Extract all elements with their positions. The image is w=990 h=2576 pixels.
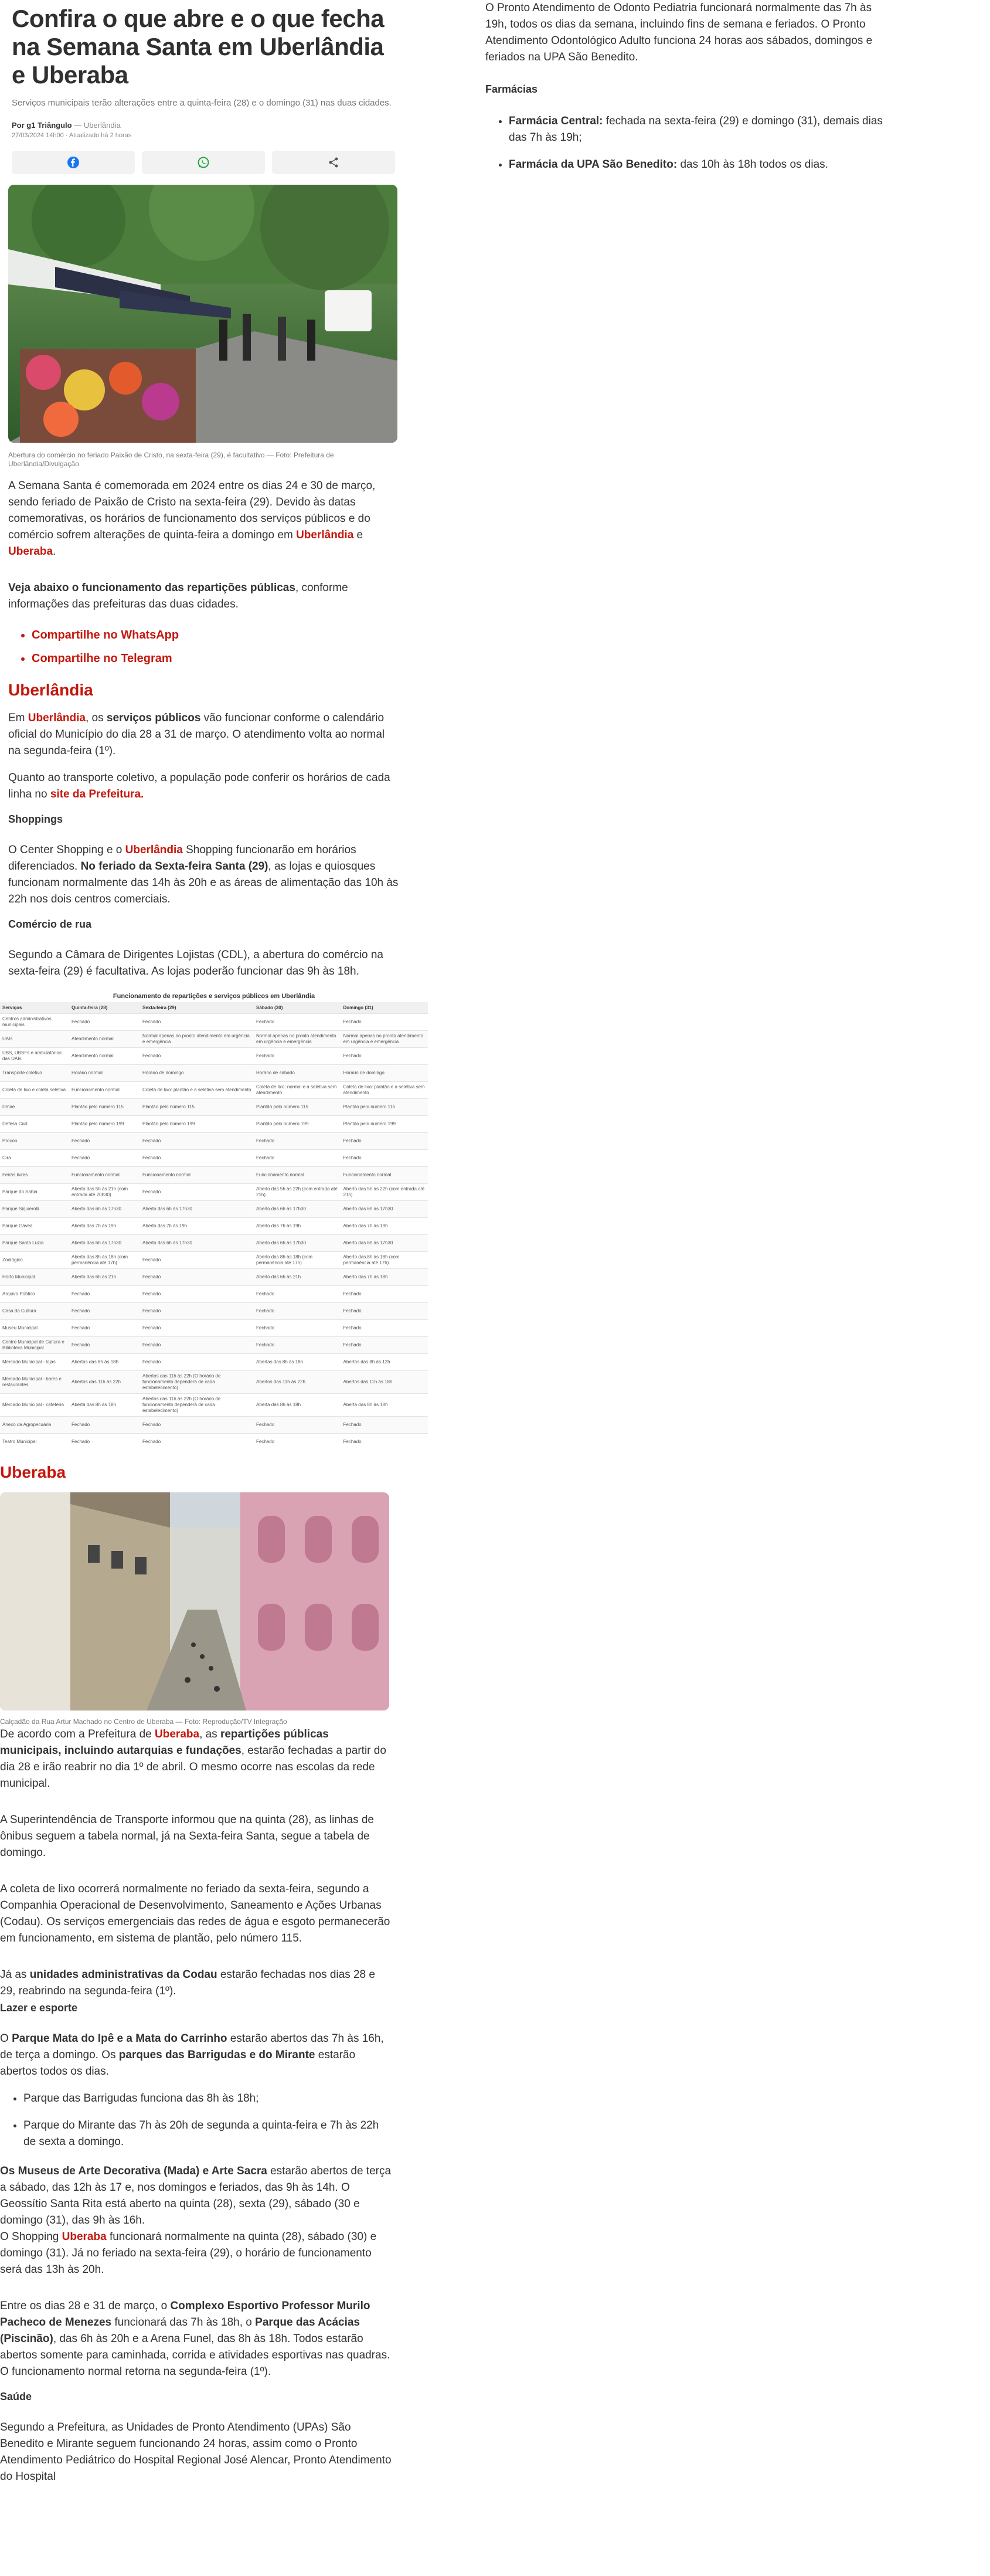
table-cell: Aberto das 6h às 21h	[254, 1269, 341, 1286]
list-item: • Farmácia da UPA São Benedito: das 10h às 18h todos os dias.	[509, 157, 896, 173]
table-cell: Fechado	[140, 1286, 254, 1303]
byline	[12, 121, 400, 130]
table-cell: Abertos das 11h às 18h	[341, 1371, 428, 1394]
table-row	[0, 1167, 428, 1184]
table-cell: Parque do Sabiá	[0, 1184, 69, 1201]
table-cell: Plantão pelo número 115	[140, 1099, 254, 1116]
table-row	[0, 1434, 428, 1451]
table-row	[0, 1286, 428, 1303]
table-cell: Abertas das 8h às 12h	[341, 1354, 428, 1371]
table-cell: Parque Gávea	[0, 1218, 69, 1235]
table-cell: Abertos das 11h às 22h (O horário de funcionamento dependerá de cada estabelecimento)	[140, 1394, 254, 1417]
table-cell: Mercado Municipal - bares e restaurantes	[0, 1371, 69, 1394]
table-cell: Fechado	[254, 1434, 341, 1451]
table-row	[0, 1337, 428, 1354]
table-row	[0, 1252, 428, 1269]
heading-uberlandia: Uberlândia	[8, 681, 93, 699]
table-cell: Aberto das 7h às 19h	[341, 1218, 428, 1235]
table-cell: Funcionamento normal	[69, 1167, 140, 1184]
table-cell: Fechado	[140, 1303, 254, 1320]
dateline: 27/03/2024 14h00 · Atualizado há 2 horas	[12, 132, 132, 139]
table-cell: Plantão pelo número 115	[69, 1099, 140, 1116]
table-cell: Fechado	[69, 1320, 140, 1337]
table-header: Sábado (30)	[254, 1002, 341, 1014]
table-row	[0, 1417, 428, 1434]
heading-farmacias: Farmácias	[485, 83, 538, 95]
table-cell: Fechado	[254, 1303, 341, 1320]
table-cell: Fechado	[254, 1286, 341, 1303]
table-cell: Fechado	[140, 1184, 254, 1201]
table-cell: Fechado	[254, 1133, 341, 1150]
table-cell: UAIs	[0, 1031, 69, 1048]
table-cell: Fechado	[341, 1320, 428, 1337]
table-cell: Horário de domingo	[140, 1065, 254, 1082]
whatsapp-share-link[interactable]: • Compartilhe no WhatsApp	[32, 623, 400, 647]
table-cell: Procon	[0, 1133, 69, 1150]
table-cell: Fechado	[341, 1337, 428, 1354]
table-header: Sexta-feira (29)	[140, 1002, 254, 1014]
article-right-column	[485, 0, 896, 186]
table-row	[0, 1371, 428, 1394]
uberlandia-p2: Quanto ao transporte coletivo, a população pode conferir os horários de cada linha no site da Prefeitura.	[8, 772, 390, 800]
facebook-share-button[interactable]	[12, 151, 135, 174]
uberaba-p4: Já as unidades administrativas da Codau estarão fechadas nos dias 28 e 29, reabrindo na segunda-feira (1º).	[0, 1969, 375, 1997]
location: — Uberlândia	[74, 121, 121, 130]
table-cell: Fechado	[140, 1269, 254, 1286]
table-row	[0, 1354, 428, 1371]
uberlandia-p1: Em Uberlândia, os serviços públicos vão funcionar conforme o calendário oficial do Município do dia 28 a 31 de março. O atendimento volta ao normal na segunda-feira (1º).	[8, 712, 385, 757]
table-header: Serviços	[0, 1002, 69, 1014]
table-cell: Normal apenas no pronto atendimento em urgência e emergência	[254, 1031, 341, 1048]
table-cell: Fechado	[140, 1048, 254, 1065]
table-cell: Feiras livres	[0, 1167, 69, 1184]
article-main-column	[0, 0, 425, 2496]
table-cell: Abertas das 8h às 18h	[69, 1354, 140, 1371]
table-cell: Aberto das 6h às 17h30	[341, 1235, 428, 1252]
table-cell: UBS, UBSFs e ambulatórios das UAIs	[0, 1048, 69, 1065]
uberaba-p8: Segundo a Prefeitura, as Unidades de Pronto Atendimento (UPAs) São Benedito e Mirante seguem funcionando 24 horas, assim como o Pronto Atendimento Pediátrico do Hospital Regional José Alencar, Pronto Atendimento do Hospital	[0, 2421, 392, 2483]
table-cell: Fechado	[69, 1150, 140, 1167]
whatsapp-icon	[197, 156, 210, 169]
list-item: • Parque do Mirante das 7h às 20h de segunda a quinta-feira e 7h às 22h de sexta a domingo.	[23, 2117, 392, 2150]
table-cell: Funcionamento normal	[341, 1167, 428, 1184]
uberlandia-p3: O Center Shopping e o Uberlândia Shopping funcionarão em horários diferenciados. No feriado da Sexta-feira Santa (29), as lojas e quiosques funcionam normalmente das 14h às 20h e as áreas de alimentação das 10h às 22h nos dois centros comerciais.	[8, 844, 399, 905]
link-uberlandia[interactable]: Uberlândia	[296, 529, 354, 541]
heading-shoppings: Shoppings	[8, 813, 63, 825]
table-cell: Aberto das 5h às 22h (com entrada até 21h)	[341, 1184, 428, 1201]
table-cell: Aberta das 8h às 18h	[254, 1394, 341, 1417]
table-cell: Fechado	[140, 1150, 254, 1167]
share-button[interactable]	[272, 151, 395, 174]
table-cell: Abertos das 11h às 22h	[69, 1371, 140, 1394]
table-cell: Plantão pelo número 115	[254, 1099, 341, 1116]
heading-lazer: Lazer e esporte	[0, 2002, 78, 2014]
table-cell: Funcionamento normal	[69, 1082, 140, 1099]
facebook-icon	[67, 157, 79, 168]
table-cell: Plantão pelo número 115	[341, 1099, 428, 1116]
table-cell: Coleta de lixo e coleta seletiva	[0, 1082, 69, 1099]
table-cell: Fechado	[254, 1337, 341, 1354]
table-cell: Aberta das 8h às 18h	[69, 1394, 140, 1417]
pharmacy-list	[485, 113, 896, 173]
table-cell: Funcionamento normal	[140, 1167, 254, 1184]
list-item: • Parque das Barrigudas funciona das 8h às 18h;	[23, 2090, 392, 2107]
table-cell: Fechado	[341, 1133, 428, 1150]
uberaba-section	[0, 1726, 392, 2485]
table-cell: Abertos das 11h às 22h	[254, 1371, 341, 1394]
telegram-share-link[interactable]: • Compartilhe no Telegram	[32, 647, 400, 670]
table-cell: Fechado	[341, 1286, 428, 1303]
table-cell: Fechado	[69, 1337, 140, 1354]
table-cell: Fechado	[69, 1014, 140, 1031]
table-cell: Fechado	[254, 1150, 341, 1167]
author: Por g1 Triângulo	[12, 121, 72, 130]
table-cell: Defesa Civil	[0, 1116, 69, 1133]
link-uberaba[interactable]: Uberaba	[8, 545, 53, 558]
table-cell: Aberto das 7h às 19h	[254, 1218, 341, 1235]
table-cell: Dmae	[0, 1099, 69, 1116]
table-cell: Horário normal	[69, 1065, 140, 1082]
table-row	[0, 1116, 428, 1133]
table-row	[0, 1218, 428, 1235]
intro-paragraph-2: Veja abaixo o funcionamento das repartições públicas, conforme informações das prefeituras das duas cidades.	[8, 582, 348, 610]
table-cell: Teatro Municipal	[0, 1434, 69, 1451]
table-header: Quinta-feira (28)	[69, 1002, 140, 1014]
table-cell: Fechado	[341, 1048, 428, 1065]
table-cell: Plantão pelo número 199	[69, 1116, 140, 1133]
intro-paragraph: A Semana Santa é comemorada em 2024 entre os dias 24 e 30 de março, sendo feriado de Paixão de Cristo na sexta-feira (29). Devido às datas comemorativas, os horários de funcionamento dos serviços públicos e do comércio sofrem alterações de quinta-feira a domingo em Uberlândia e Uberaba.	[8, 480, 376, 558]
table-cell: Aberto das 5h às 22h (com entrada até 21h)	[254, 1184, 341, 1201]
link-uberlandia[interactable]: Uberlândia	[125, 844, 183, 856]
table-cell: Horário de sábado	[254, 1065, 341, 1082]
table-cell: Mercado Municipal - lojas	[0, 1354, 69, 1371]
table-row	[0, 1082, 428, 1099]
table-cell: Fechado	[69, 1303, 140, 1320]
uberaba-p3: A coleta de lixo ocorrerá normalmente no feriado da sexta-feira, segundo a Companhia Operacional de Desenvolvimento, Saneamento e Ações Urbanas (Codau). Os serviços emergenciais das redes de água e esgoto permanecerão em funcionamento, em sistema de plantão, pelo número 115.	[0, 1883, 390, 1944]
services-table	[0, 990, 428, 1450]
table-cell: Aberto das 7h às 19h	[140, 1218, 254, 1235]
table-cell: Fechado	[341, 1434, 428, 1451]
table-cell: Fechado	[341, 1303, 428, 1320]
table-cell: Horto Municipal	[0, 1269, 69, 1286]
table-cell: Plantão pelo número 199	[140, 1116, 254, 1133]
table-row	[0, 1048, 428, 1065]
table-cell: Cirа	[0, 1150, 69, 1167]
table-cell: Mercado Municipal - cafeteria	[0, 1394, 69, 1417]
table-cell: Zoológico	[0, 1252, 69, 1269]
table-row	[0, 1303, 428, 1320]
uberaba-p5: O Parque Mata do Ipê e a Mata do Carrinho estarão abertos das 7h às 16h, de terça a domingo. Os parques das Barrigudas e do Mirante estarão abertos todos os dias.	[0, 2032, 384, 2078]
table-cell: Fechado	[140, 1320, 254, 1337]
table-cell: Aberto das 6h às 21h	[69, 1269, 140, 1286]
table-caption: Funcionamento de repartições e serviços públicos em Uberlândia	[113, 993, 315, 1000]
table-cell: Fechado	[341, 1150, 428, 1167]
table-cell: Abertas das 8h às 18h	[254, 1354, 341, 1371]
table-row	[0, 1133, 428, 1150]
uberaba-p2: A Superintendência de Transporte informou que na quinta (28), as linhas de ônibus seguem a tabela normal, já na Sexta-feira Santa, segue a tabela de domingo.	[0, 1814, 374, 1859]
table-row	[0, 1320, 428, 1337]
share-bar	[12, 151, 400, 174]
table-cell: Fechado	[69, 1417, 140, 1434]
table-cell: Aberto das 7h às 19h	[69, 1218, 140, 1235]
uberaba-p6b: O Shopping Uberaba funcionará normalmente na quinta (28), sábado (30) e domingo (31). Já no feriado na sexta-feira (29), o horário de funcionamento será das 13h às 20h.	[0, 2231, 377, 2276]
table-cell: Aberto das 6h às 17h30	[140, 1235, 254, 1252]
table-cell: Coleta de lixo: plantão e a seletiva sem atendimento	[341, 1082, 428, 1099]
table-cell: Aberto das 8h às 18h (com permanência até 17h)	[341, 1252, 428, 1269]
uberaba-p6: Os Museus de Arte Decorativa (Mada) e Arte Sacra estarão abertos de terça a sábado, das 12h às 17 e, nos domingos e feriados, das 9h às 14h. O Geossítio Santa Rita está aberto na quinta (28), sexta (29), sábado (30 e domingo (31), das 9h às 16h.	[0, 2165, 392, 2227]
uberaba-p9: O Pronto Atendimento de Odonto Pediatria funcionará normalmente das 7h às 19h, todos os dias da semana, incluindo fins de semana e feriados. O Pronto Atendimento Odontológico Adulto funciona 24 horas aos sábados, domingos e feriados na UPA São Benedito.	[485, 2, 873, 63]
table-cell: Coleta de lixo: normal e a seletiva sem atendimento	[254, 1082, 341, 1099]
heading-comercio: Comércio de rua	[8, 918, 92, 930]
table-cell: Aberto das 8h às 18h (com permanência até 17h)	[69, 1252, 140, 1269]
table-row	[0, 1065, 428, 1082]
table-cell: Parque Siquierolli	[0, 1201, 69, 1218]
table-cell: Atendimento normal	[69, 1048, 140, 1065]
table-cell: Fechado	[69, 1434, 140, 1451]
table-cell: Fechado	[69, 1286, 140, 1303]
table-cell: Fechado	[341, 1014, 428, 1031]
table-cell: Aberto das 6h às 17h30	[69, 1201, 140, 1218]
table-cell: Aberta das 8h às 18h	[341, 1394, 428, 1417]
table-row	[0, 1201, 428, 1218]
heading-uberaba: Uberaba	[0, 1463, 66, 1481]
table-cell: Arquivo Público	[0, 1286, 69, 1303]
table-cell: Atendimento normal	[69, 1031, 140, 1048]
table-cell: Fechado	[341, 1417, 428, 1434]
table-row	[0, 1235, 428, 1252]
table-cell: Fechado	[254, 1417, 341, 1434]
article-title: Confira o que abre e o que fecha na Semana Santa em Uberlândia e Uberaba	[12, 5, 385, 89]
table-cell: Aberto das 6h às 17h30	[254, 1235, 341, 1252]
link-uberlandia[interactable]: Uberlândia	[28, 712, 86, 724]
photo1-caption: Abertura do comércio no feriado Paixão de Cristo, na sexta-feira (29), é facultativo — Foto: Prefeitura de Uberlândia/Divulgação	[8, 451, 334, 468]
link-uberaba[interactable]: Uberaba	[155, 1728, 200, 1740]
table-cell: Transporte coletivo	[0, 1065, 69, 1082]
uberlandia-p4: Segundo a Câmara de Dirigentes Lojistas (CDL), a abertura do comércio na sexta-feira (29) é facultativa. As lojas poderão funcionar das 9h às 18h.	[8, 949, 383, 978]
table-row	[0, 1269, 428, 1286]
table-row	[0, 1014, 428, 1031]
table-cell: Horário de domingo	[341, 1065, 428, 1082]
table-cell: Fechado	[140, 1434, 254, 1451]
list-item: • Farmácia Central: fechada na sexta-feira (29) e domingo (31), demais dias das 7h às 19h;	[509, 113, 896, 146]
share-links	[8, 623, 400, 670]
table-cell: Abertos das 11h às 22h (O horário de funcionamento dependerá de cada estabelecimento)	[140, 1371, 254, 1394]
table-header: Domingo (31)	[341, 1002, 428, 1014]
whatsapp-share-button[interactable]	[142, 151, 265, 174]
table-cell: Centros administrativos municipais	[0, 1014, 69, 1031]
table-cell: Fechado	[140, 1014, 254, 1031]
table-cell: Fechado	[140, 1252, 254, 1269]
table-cell: Plantão pelo número 199	[341, 1116, 428, 1133]
table-cell: Fechado	[140, 1337, 254, 1354]
table-cell: Aberto das 6h às 17h30	[140, 1201, 254, 1218]
link-site-prefeitura[interactable]: site da Prefeitura.	[50, 788, 144, 800]
table-cell: Museu Municipal	[0, 1320, 69, 1337]
article-subtitle: Serviços municipais terão alterações entre a quinta-feira (28) e o domingo (31) nas duas cidades.	[12, 98, 392, 108]
table-row	[0, 1031, 428, 1048]
table-cell: Fechado	[69, 1133, 140, 1150]
table-cell: Fechado	[254, 1014, 341, 1031]
parks-list	[0, 2090, 392, 2150]
table-cell: Plantão pelo número 199	[254, 1116, 341, 1133]
table-cell: Aberto das 5h às 21h (com entrada até 20h30)	[69, 1184, 140, 1201]
table-cell: Aberto das 7h às 18h	[341, 1269, 428, 1286]
table-cell: Centro Municipal de Cultura e Biblioteca Municipal	[0, 1337, 69, 1354]
table-cell: Fechado	[254, 1320, 341, 1337]
table-cell: Normal apenas no pronto atendimento em urgência e emergência	[341, 1031, 428, 1048]
table-cell: Aberto das 8h às 18h (com permanência até 17h)	[254, 1252, 341, 1269]
photo2-caption: Calçadão da Rua Artur Machado no Centro de Uberaba — Foto: Reprodução/TV Integração	[0, 1718, 287, 1726]
table-row	[0, 1394, 428, 1417]
photo-market-stalls	[8, 185, 397, 443]
table-row	[0, 1099, 428, 1116]
table-cell: Aberto das 6h às 17h30	[341, 1201, 428, 1218]
table-row	[0, 1184, 428, 1201]
photo-uberaba-street	[0, 1492, 389, 1710]
table-cell: Anexo da Agropecuária	[0, 1417, 69, 1434]
table-cell: Parque Santa Luzia	[0, 1235, 69, 1252]
table-cell: Normal apenas no pronto atendimento em urgência e emergência	[140, 1031, 254, 1048]
table-cell: Aberto das 6h às 17h30	[69, 1235, 140, 1252]
uberaba-p7: Entre os dias 28 e 31 de março, o Complexo Esportivo Professor Murilo Pacheco de Menezes funcionará das 7h às 18h, o Parque das Acácias (Piscinão), das 6h às 20h e a Arena Funel, das 8h às 18h. Todos estarão abertos somente para caminhada, corrida e atividades esportivas nas quadras. O funcionamento normal retorna na segunda-feira (1º).	[0, 2300, 390, 2378]
table-cell: Funcionamento normal	[254, 1167, 341, 1184]
table-cell: Casa da Cultura	[0, 1303, 69, 1320]
table-cell: Fechado	[140, 1417, 254, 1434]
table-cell: Fechado	[140, 1133, 254, 1150]
heading-saude: Saúde	[0, 2391, 32, 2402]
table-cell: Aberto das 6h às 17h30	[254, 1201, 341, 1218]
table-row	[0, 1150, 428, 1167]
table-cell: Fechado	[140, 1354, 254, 1371]
table-cell: Fechado	[254, 1048, 341, 1065]
share-icon	[328, 157, 339, 168]
table-cell: Coleta de lixo: plantão e a seletiva sem atendimento	[140, 1082, 254, 1099]
link-uberaba[interactable]: Uberaba	[62, 2231, 107, 2243]
uberaba-p1: De acordo com a Prefeitura de Uberaba, as repartições públicas municipais, incluindo autarquias e fundações, estarão fechadas a partir do dia 28 e irão reabrir no dia 1º de abril. O mesmo ocorre nas escolas da rede municipal.	[0, 1728, 386, 1790]
